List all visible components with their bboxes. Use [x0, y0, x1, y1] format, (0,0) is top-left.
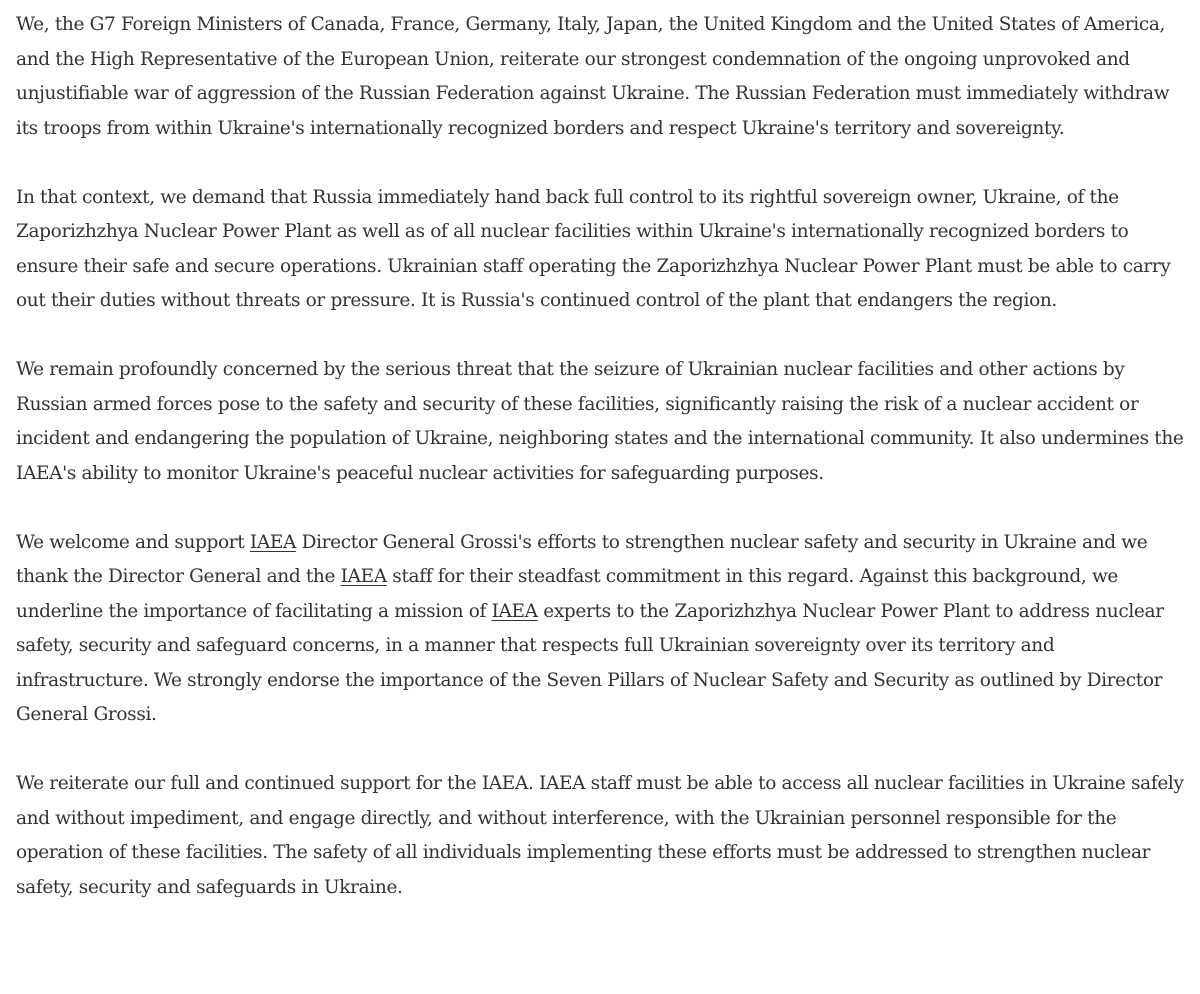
paragraph-text: staff for their steadfast commitment in this regard. Against this background, we underline the importance of facilitating a mission of — [16, 566, 1119, 622]
paragraph-condemnation: We, the G7 Foreign Ministers of Canada, France, Germany, Italy, Japan, the United Kingdom and the United States of America, and the High Representative of the European Union, reiterate our strongest condemnation of the ongoing unprovoked and unjustifiable war of aggression of the Russian Federation against Ukraine. The Russian Federation must immediately withdraw its troops from within Ukraine's internationally recognized borders and respect Ukraine's territory and sovereignty. — [16, 14, 1170, 139]
paragraph-zaporizhzhya-control: In that context, we demand that Russia immediately hand back full control to its rightful sovereign owner, Ukraine, of the Zaporizhzhya Nuclear Power Plant as well as of all nuclear facilities within Ukraine's internationally recognized borders to ensure their safe and secure operations. Ukrainian staff operating the Zaporizhzhya Nuclear Power Plant must be able to carry out their duties without threats or pressure. It is Russia's continued control of the plant that endangers the region. — [16, 186, 1171, 311]
paragraph-text: We welcome and support — [16, 531, 250, 553]
paragraph-iaea-support — [16, 526, 1188, 733]
paragraph-iaea-access: We reiterate our full and continued support for the IAEA. IAEA staff must be able to access all nuclear facilities in Ukraine safely and without impediment, and engage directly, and without interference, with the Ukrainian personnel responsible for the operation of these facilities. The safety of all individuals implementing these efforts must be addressed to strengthen nuclear safety, security and safeguards in Ukraine. — [16, 773, 1184, 898]
iaea-link[interactable]: IAEA — [491, 600, 538, 622]
iaea-link[interactable]: IAEA — [249, 531, 297, 553]
iaea-link[interactable]: IAEA — [340, 566, 387, 587]
paragraph-text: experts to the Zaporizhzhya Nuclear Power Plant to address nuclear safety, security and safeguard concerns, in a manner that respects full Ukrainian sovereignty over its territory and infrastructure. We strongly endorse the importance of the Seven Pillars of Nuclear Safety and Security as outlined by Director General Grossi. — [16, 600, 1164, 725]
paragraph-safety-concern: We remain profoundly concerned by the serious threat that the seizure of Ukrainian nuclear facilities and other actions by Russian armed forces pose to the safety and security of these facilities, significantly raising the risk of a nuclear accident or incident and endangering the population of Ukraine, neighboring states and the international community. It also undermines the IAEA's ability to monitor Ukraine's peaceful nuclear activities for safeguarding purposes. — [16, 359, 1184, 484]
paragraph-text: Director General Grossi's efforts to strengthen nuclear safety and security in Ukraine and we thank the Director General and the — [16, 531, 1148, 587]
article-body — [16, 8, 1188, 905]
